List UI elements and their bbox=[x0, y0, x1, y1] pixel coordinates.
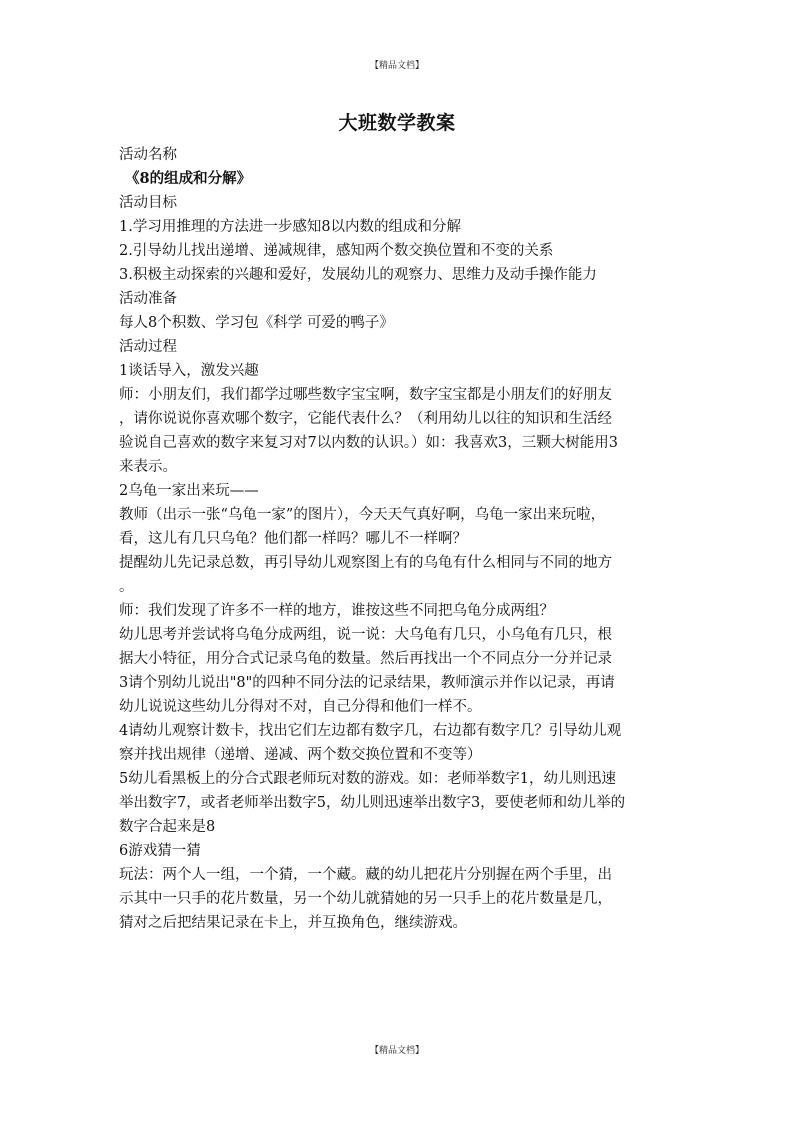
text-line: 据大小特征，用分合式记录乌龟的数量。然后再找出一个不同点分一分并记录 bbox=[119, 651, 612, 667]
text-line: 活动过程 bbox=[119, 339, 177, 355]
text-line: 活动目标 bbox=[119, 195, 177, 211]
text-line: 1.学习用推理的方法进一步感知8以内数的组成和分解 bbox=[119, 219, 462, 235]
text-line: 5幼儿看黑板上的分合式跟老师玩对数的游戏。如：老师举数字1，幼儿则迅速 bbox=[119, 771, 616, 787]
text-line: 3请个别幼儿说出"8"的四种不同分法的记录结果，教师演示并作以记录，再请 bbox=[119, 675, 615, 691]
text-line: 来表示。 bbox=[119, 459, 177, 475]
text-line: 看，这儿有几只乌龟？他们都一样吗？哪儿不一样啊？ bbox=[119, 531, 467, 547]
text-line: 6游戏猜一猜 bbox=[119, 843, 201, 859]
text-line: 示其中一只手的花片数量，另一个幼儿就猜她的另一只手上的花片数量是几， bbox=[119, 891, 612, 907]
text-line: 3.积极主动探索的兴趣和爱好，发展幼儿的观察力、思维力及动手操作能力 bbox=[119, 267, 597, 283]
page-header: 【精品文档】 bbox=[369, 61, 424, 71]
text-line: 活动名称 bbox=[119, 147, 177, 163]
text-line: 每人8个积数、学习包《科学 可爱的鸭子》 bbox=[119, 315, 394, 331]
text-line: 2.引导幼儿找出递增、递减规律，感知两个数交换位置和不变的关系 bbox=[119, 243, 554, 259]
text-line: 举出数字7，或者老师举出数字5，幼儿则迅速举出数字3，要使老师和幼儿举的 bbox=[119, 795, 626, 811]
text-line: 幼儿说说这些幼儿分得对不对，自己分得和他们一样不。 bbox=[119, 699, 482, 715]
text-line: 2乌龟一家出来玩—— bbox=[119, 483, 259, 499]
text-line: 数字合起来是8 bbox=[119, 819, 216, 835]
text-line: 提醒幼儿先记录总数，再引导幼儿观察图上有的乌龟有什么相同与不同的地方 bbox=[119, 555, 612, 571]
text-line: 幼儿思考并尝试将乌龟分成两组，说一说：大乌龟有几只，小乌龟有几只，根 bbox=[119, 627, 612, 643]
text-line: 玩法：两个人一组，一个猜，一个藏。藏的幼儿把花片分别握在两个手里，出 bbox=[119, 867, 612, 883]
text-line: 察并找出规律（递增、递减、两个数交换位置和不变等） bbox=[119, 747, 482, 763]
text-line: 1谈话导入，激发兴趣 bbox=[119, 363, 259, 379]
document-title: 大班数学教案 bbox=[338, 112, 456, 134]
document-body bbox=[119, 143, 679, 935]
page-footer: 【精品文档】 bbox=[369, 1046, 424, 1056]
text-line: 验说自己喜欢的数字来复习对7以内数的认识。）如：我喜欢3，三颗大树能用3 bbox=[119, 435, 618, 451]
text-line: 猜对之后把结果记录在卡上，并互换角色，继续游戏。 bbox=[119, 915, 467, 931]
text-line: 4请幼儿观察计数卡，找出它们左边都有数字几，右边都有数字几？引导幼儿观 bbox=[119, 723, 622, 739]
text-line: 。 bbox=[119, 579, 134, 595]
activity-name: 《8的组成和分解》 bbox=[125, 170, 252, 187]
text-line: ，请你说说你喜欢哪个数字，它能代表什么？（利用幼儿以往的知识和生活经 bbox=[119, 411, 612, 427]
text-line: 师：我们发现了许多不一样的地方，谁按这些不同把乌龟分成两组？ bbox=[119, 603, 554, 619]
text-line: 活动准备 bbox=[119, 291, 177, 307]
text-line: 教师（出示一张“乌龟一家”的图片），今天天气真好啊，乌龟一家出来玩啦， bbox=[119, 507, 606, 523]
text-line: 师：小朋友们，我们都学过哪些数字宝宝啊，数字宝宝都是小朋友们的好朋友 bbox=[119, 387, 612, 403]
